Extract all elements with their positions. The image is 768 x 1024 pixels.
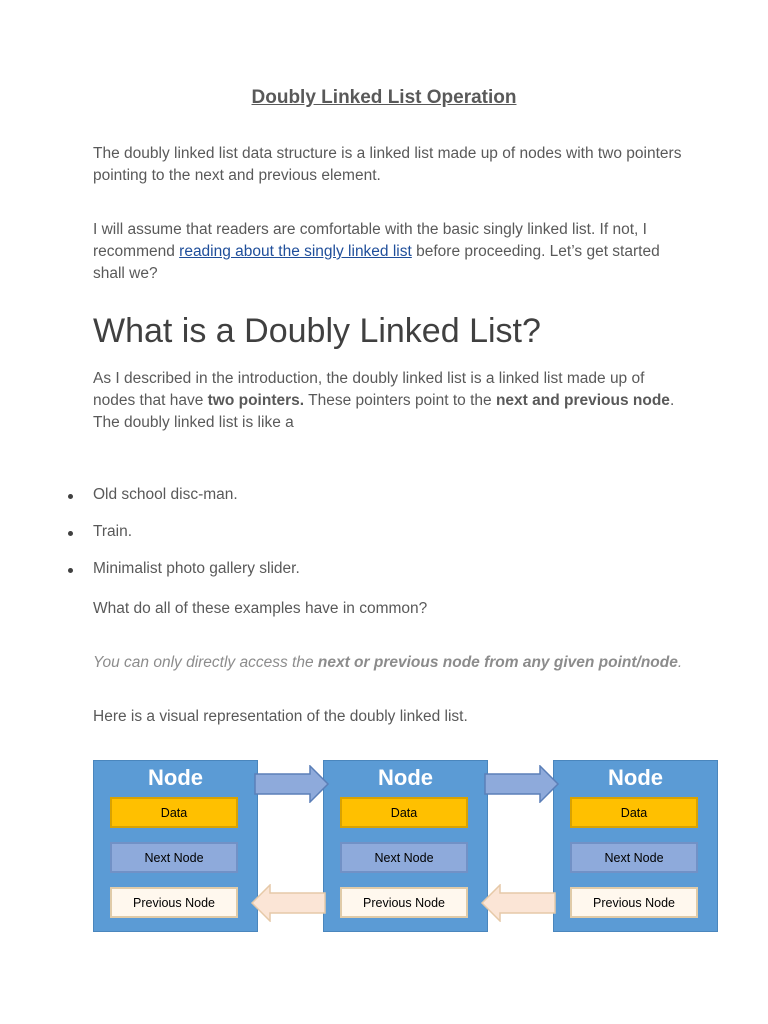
node-next-box: Next Node	[340, 842, 468, 873]
node-data-box: Data	[110, 797, 238, 828]
singly-linked-list-link[interactable]: reading about the singly linked list	[179, 243, 412, 260]
document-title: Doubly Linked List Operation	[251, 87, 517, 108]
bullet-dot	[68, 531, 73, 536]
answer-text-a: You can only directly access the	[93, 654, 318, 671]
forward-arrow-icon	[254, 765, 330, 803]
assume-paragraph	[93, 219, 683, 285]
list-item: Train.	[93, 523, 133, 540]
node-next-box: Next Node	[570, 842, 698, 873]
bullet-dot	[68, 568, 73, 573]
described-text-e: .	[669, 392, 675, 409]
node-title: Node	[148, 765, 203, 790]
described-text-f: The doubly linked list is like a	[93, 414, 294, 431]
node-prev-box: Previous Node	[110, 887, 238, 918]
visual-intro-paragraph: Here is a visual representation of the doubly linked list.	[93, 708, 468, 725]
described-bold-b: two pointers.	[207, 392, 305, 409]
node-next-box: Next Node	[110, 842, 238, 873]
answer-text-c: .	[677, 654, 683, 671]
diagram-node	[93, 760, 258, 932]
node-title: Node	[608, 765, 663, 790]
assume-text-before: I will assume that readers are comfortable with the basic singly linked list. If not, I recommend	[93, 221, 647, 260]
question-paragraph: What do all of these examples have in common?	[93, 600, 428, 617]
diagram-node	[553, 760, 718, 932]
node-prev-box: Previous Node	[340, 887, 468, 918]
described-text-c: These pointers point to the	[304, 392, 496, 409]
node-prev-box: Previous Node	[570, 887, 698, 918]
described-text-a: As I described in the introduction, the doubly linked list is a linked list made up of nodes that have	[93, 370, 645, 409]
described-paragraph	[93, 368, 683, 434]
bullet-dot	[68, 494, 73, 499]
diagram-node	[323, 760, 488, 932]
list-item: Minimalist photo gallery slider.	[93, 560, 300, 577]
node-title: Node	[378, 765, 433, 790]
node-data-box: Data	[570, 797, 698, 828]
node-data-box: Data	[340, 797, 468, 828]
answer-paragraph	[93, 652, 683, 674]
described-bold-d: next and previous node	[495, 392, 670, 409]
section-heading: What is a Doubly Linked List?	[93, 312, 541, 350]
answer-bold-b: next or previous node from any given point/node	[317, 654, 678, 671]
list-item: Old school disc-man.	[93, 486, 238, 503]
backward-arrow-icon	[480, 884, 556, 922]
intro-paragraph: The doubly linked list data structure is a linked list made up of nodes with two pointers pointing to the next and previous element.	[93, 145, 682, 184]
forward-arrow-icon	[484, 765, 560, 803]
backward-arrow-icon	[250, 884, 326, 922]
assume-text-after: before proceeding. Let’s get started shall we?	[93, 243, 660, 282]
